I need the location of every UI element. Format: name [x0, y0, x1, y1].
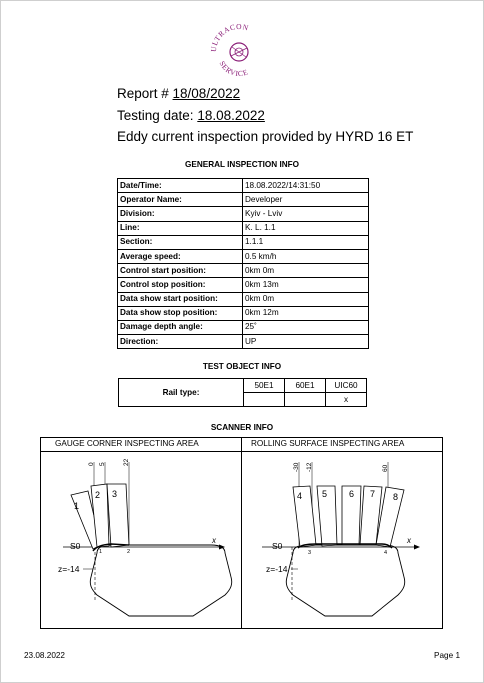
info-value: Kyiv - Lviv [243, 207, 369, 221]
angle-label: 5 [99, 462, 106, 466]
x-axis-label: x [407, 536, 411, 545]
testing-date-prefix: Testing date: [117, 108, 198, 123]
rail-type-name: UIC60 [326, 379, 367, 393]
contact-label: 4 [384, 550, 388, 556]
probe-number: 4 [297, 491, 303, 501]
info-value: 0.5 km/h [243, 249, 369, 263]
rolling-surface-diagram [242, 452, 441, 627]
general-info-title: GENERAL INSPECTION INFO [184, 160, 300, 169]
table-row [118, 207, 369, 221]
angle-label: 60 [382, 464, 389, 472]
table-row [118, 306, 369, 320]
table-row [118, 292, 369, 306]
info-key: Damage depth angle: [118, 320, 243, 334]
table-row [118, 249, 369, 263]
info-value: 25˚ [243, 320, 369, 334]
ultracon-logo [208, 22, 270, 80]
info-value: 0km 13m [243, 278, 369, 292]
logo-top-text: ULTRACON [208, 22, 250, 53]
info-value: UP [243, 335, 369, 349]
rail-type-name: 50E1 [244, 379, 285, 393]
x-axis-label: x [212, 536, 216, 545]
info-value: 18.08.2022/14:31:50 [243, 179, 369, 193]
z-label: z=-14 [266, 564, 288, 574]
report-number-line [117, 86, 240, 101]
info-value: Developer [243, 193, 369, 207]
info-key: Data show start position: [118, 292, 243, 306]
rolling-area-title: ROLLING SURFACE INSPECTING AREA [251, 439, 405, 448]
rail-type-mark [285, 393, 326, 407]
contact-label: 1 [99, 549, 103, 555]
contact-label: 2 [127, 549, 131, 555]
info-key: Control start position: [118, 264, 243, 278]
info-key: Line: [118, 221, 243, 235]
info-key: Date/Time: [118, 179, 243, 193]
info-value: 0km 0m [243, 264, 369, 278]
svg-text:SERVICE [218, 59, 250, 78]
rail-type-table [118, 378, 367, 407]
angle-label: -30 [293, 462, 300, 472]
rail-type-mark [244, 393, 285, 407]
table-row [118, 179, 369, 193]
info-key: Data show stop position: [118, 306, 243, 320]
footer-page: Page 1 [434, 651, 460, 660]
table-row [119, 379, 367, 393]
probe-number: 1 [74, 501, 80, 511]
rail-type-mark: x [326, 393, 367, 407]
info-key: Average speed: [118, 249, 243, 263]
rail-type-name: 60E1 [285, 379, 326, 393]
footer-date: 23.08.2022 [24, 651, 65, 660]
info-key: Control stop position: [118, 278, 243, 292]
probe-number: 8 [393, 492, 399, 502]
table-row [118, 335, 369, 349]
info-key: Operator Name: [118, 193, 243, 207]
probe-number: 5 [322, 489, 328, 499]
z-label: z=-14 [58, 564, 80, 574]
info-value: 0km 12m [243, 306, 369, 320]
provider-line: Eddy current inspection provided by HYRD 16 ET [117, 129, 414, 144]
general-info-table [117, 178, 369, 349]
info-key: Direction: [118, 335, 243, 349]
rail-type-label: Rail type: [119, 379, 244, 407]
angle-label: -12 [306, 462, 313, 472]
testing-date: 18.08.2022 [197, 108, 265, 123]
table-row [118, 320, 369, 334]
report-prefix: Report # [117, 86, 173, 101]
info-value: K. L. 1.1 [243, 221, 369, 235]
table-row [118, 193, 369, 207]
angle-label: 0 [88, 462, 95, 466]
report-number: 18/08/2022 [172, 86, 241, 101]
s0-label: S0 [272, 541, 283, 551]
info-key: Section: [118, 235, 243, 249]
info-value: 0km 0m [243, 292, 369, 306]
angle-label: 22 [123, 458, 130, 466]
scanner-info-title: SCANNER INFO [210, 423, 274, 432]
probe-number: 6 [349, 489, 355, 499]
s0-label: S0 [70, 541, 81, 551]
info-value: 1.1.1 [243, 235, 369, 249]
gauge-area-title: GAUGE CORNER INSPECTING AREA [55, 439, 199, 448]
table-row [118, 278, 369, 292]
test-object-title: TEST OBJECT INFO [202, 362, 282, 371]
info-key: Division: [118, 207, 243, 221]
gauge-corner-diagram [41, 452, 241, 627]
table-row [118, 264, 369, 278]
probe-number: 7 [370, 489, 376, 499]
table-row [118, 221, 369, 235]
table-row [118, 235, 369, 249]
contact-label: 3 [308, 550, 312, 556]
probe-number: 2 [95, 490, 101, 500]
svg-text:ULTRACON [209, 22, 250, 52]
testing-date-line [117, 108, 265, 123]
probe-number: 3 [112, 489, 118, 499]
logo-bottom-text: SERVICE [217, 59, 250, 79]
